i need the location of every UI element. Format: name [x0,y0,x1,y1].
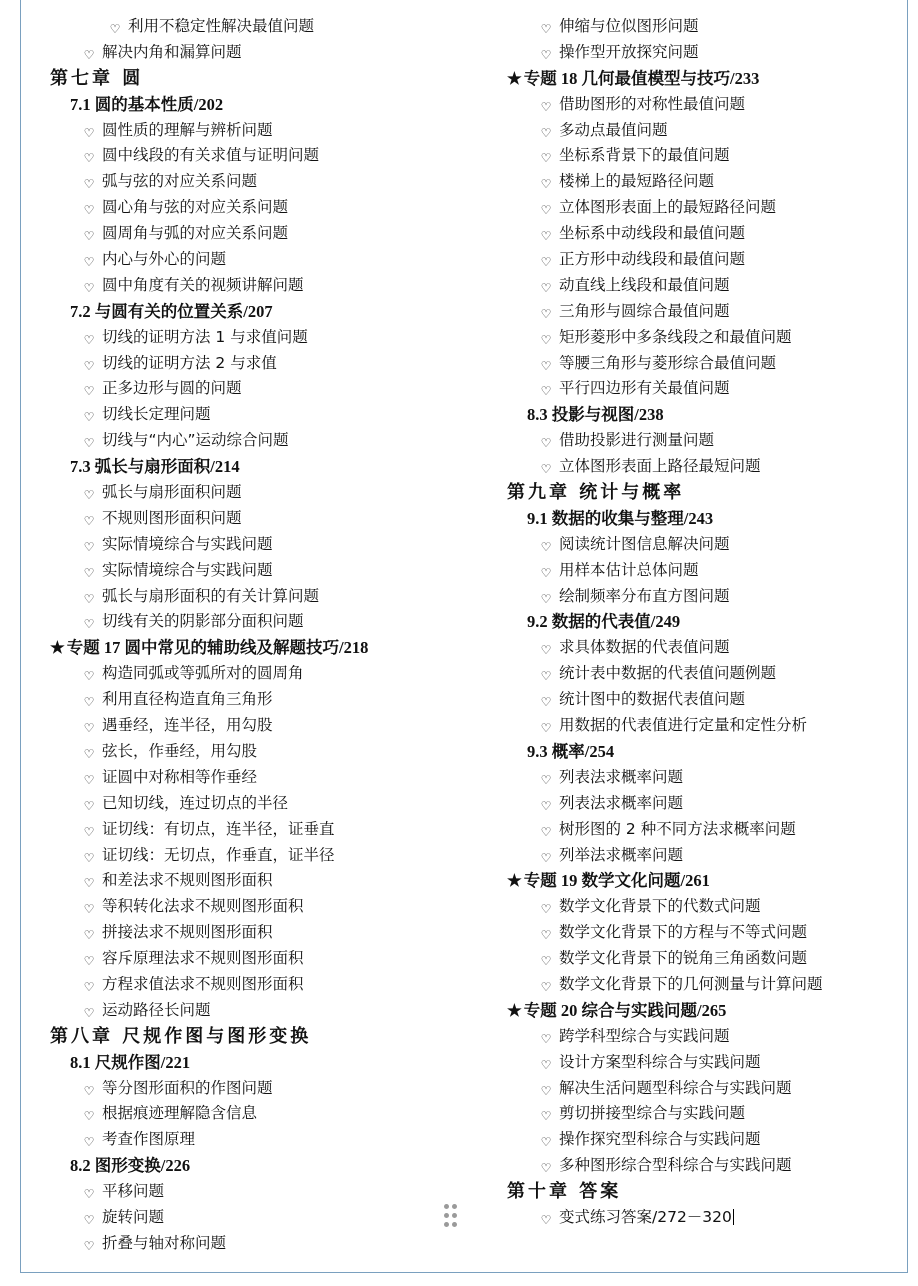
section-title: 7.2 与圆有关的位置关系/207 [70,301,273,321]
section-title: 8.3 投影与视图/238 [527,405,664,425]
toc-item [507,92,918,118]
heart-outline-icon: ♡ [540,1083,552,1098]
chapter-heading [507,480,918,506]
toc-item-label: 切线与“内心”运动综合问题 [102,431,289,450]
heart-outline-icon: ♡ [540,358,552,373]
toc-item [507,325,918,351]
toc-item-label: 圆性质的理解与辨析问题 [102,120,273,139]
page-border-bottom [20,1272,908,1273]
toc-item-label: 平移问题 [102,1182,165,1201]
toc-item [50,14,470,40]
toc-item-label: 树形图的 2 种不同方法求概率问题 [559,819,796,838]
toc-item-label: 构造同弧或等弧所对的圆周角 [102,664,304,683]
toc-item-label: 切线的证明方法 2 与求值 [102,353,277,372]
toc-item [507,169,918,195]
heart-outline-icon: ♡ [83,151,95,166]
heart-outline-icon: ♡ [83,669,95,684]
heart-outline-icon: ♡ [83,979,95,994]
chapter-title: 第八章 尺规作图与图形变换 [50,1025,312,1047]
toc-item [50,713,470,739]
heart-outline-icon: ♡ [540,798,552,813]
toc-item-label: 剪切拼接型综合与实践问题 [559,1104,746,1123]
chapter-title: 第九章 统计与概率 [507,482,685,504]
toc-item-label: 解决生活问题型科综合与实践问题 [559,1078,792,1097]
toc-item [50,843,470,869]
toc-item-label: 弧长与扇形面积的有关计算问题 [102,586,320,605]
special-topic-heading [50,635,470,661]
toc-item [507,635,918,661]
toc-item [507,351,918,377]
toc-item [50,506,470,532]
toc-item [507,454,918,480]
heart-outline-icon: ♡ [83,772,95,787]
chapter-heading [50,66,470,92]
toc-item-label: 列表法求概率问题 [559,793,684,812]
toc-item [507,143,918,169]
heart-outline-icon: ♡ [83,539,95,554]
heart-outline-icon: ♡ [540,539,552,554]
toc-item [507,1127,918,1153]
toc-item [50,169,470,195]
toc-item [507,1205,918,1231]
toc-item [50,765,470,791]
toc-item [50,739,470,765]
heart-outline-icon: ♡ [540,384,552,399]
heart-outline-icon: ♡ [83,125,95,140]
heart-outline-icon: ♡ [83,746,95,761]
toc-item [507,247,918,273]
heart-outline-icon: ♡ [83,591,95,606]
toc-item [50,946,470,972]
toc-item [50,584,470,610]
toc-item-label: 方程求值法求不规则图形面积 [102,974,304,993]
toc-item [50,1179,470,1205]
toc-item-label: 数学文化背景下的代数式问题 [559,897,761,916]
toc-item [50,558,470,584]
toc-item [50,1205,470,1231]
toc-item-label: 正多边形与圆的问题 [102,379,242,398]
heart-outline-icon: ♡ [83,850,95,865]
toc-item-label: 和差法求不规则图形面积 [102,871,273,890]
toc-item [50,402,470,428]
page-border-left [20,0,21,1272]
heart-outline-icon: ♡ [83,824,95,839]
section-title: 8.1 尺规作图/221 [70,1052,191,1072]
toc-item-label: 切线有关的阴影部分面积问题 [102,612,304,631]
section-title: 9.2 数据的代表值/249 [527,612,681,632]
toc-item [507,428,918,454]
heart-outline-icon: ♡ [83,1109,95,1124]
heart-outline-icon: ♡ [540,772,552,787]
heart-outline-icon: ♡ [540,1161,552,1176]
heart-outline-icon: ♡ [83,358,95,373]
heart-outline-icon: ♡ [83,255,95,270]
toc-item-label: 证圆中对称相等作垂经 [102,767,258,786]
toc-item [507,14,918,40]
heart-outline-icon: ♡ [540,591,552,606]
toc-item [50,920,470,946]
heart-outline-icon: ♡ [540,306,552,321]
toc-item-label: 利用不稳定性解决最值问题 [128,17,315,35]
drag-handle-icon[interactable] [444,1204,458,1234]
special-topic-title: 专题 17 圆中常见的辅助线及解题技巧/218 [66,638,369,658]
heart-outline-icon: ♡ [83,280,95,295]
toc-item-label: 遇垂经，连半径，用勾股 [102,716,273,735]
toc-item [507,791,918,817]
toc-item-label: 平行四边形有关最值问题 [559,379,730,398]
heart-outline-icon: ♡ [540,721,552,736]
heart-outline-icon: ♡ [83,1238,95,1253]
toc-item [507,376,918,402]
heart-outline-icon: ♡ [540,669,552,684]
toc-item [50,273,470,299]
toc-item [507,687,918,713]
heart-outline-icon: ♡ [83,565,95,580]
section-heading [50,1153,470,1179]
toc-item [507,1076,918,1102]
heart-outline-icon: ♡ [540,47,552,62]
toc-item-label: 圆中线段的有关求值与证明问题 [102,146,320,165]
toc-item-label: 等积转化法求不规则图形面积 [102,897,304,916]
toc-item-label: 统计图中的数据代表值问题 [559,690,746,709]
chapter-heading [50,1024,470,1050]
heart-outline-icon: ♡ [83,1187,95,1202]
heart-outline-icon: ♡ [83,695,95,710]
toc-item-label: 切线长定理问题 [102,405,211,424]
special-topic-heading [507,868,918,894]
toc-item [50,1127,470,1153]
toc-item [50,687,470,713]
toc-item-label: 统计表中数据的代表值问题例题 [559,664,777,683]
toc-item [507,817,918,843]
toc-item [50,661,470,687]
toc-item [50,817,470,843]
toc-left-column [50,14,470,1257]
toc-item [50,1076,470,1102]
toc-item [507,765,918,791]
toc-item [50,376,470,402]
section-heading [50,299,470,325]
heart-outline-icon: ♡ [540,1031,552,1046]
section-heading [50,454,470,480]
heart-outline-icon: ♡ [83,177,95,192]
black-star-icon: ★ [507,871,522,891]
section-heading [507,739,918,765]
toc-item-label: 正方形中动线段和最值问题 [559,250,746,269]
toc-item-label: 等分图形面积的作图问题 [102,1078,273,1097]
toc-item-label: 变式练习答案/272－320 [559,1207,732,1226]
toc-item-label: 圆周角与弧的对应关系问题 [102,224,289,243]
heart-outline-icon: ♡ [540,332,552,347]
toc-item [507,843,918,869]
toc-item [50,894,470,920]
toc-item-label: 阅读统计图信息解决问题 [559,534,730,553]
heart-outline-icon: ♡ [540,1057,552,1072]
heart-outline-icon: ♡ [83,488,95,503]
toc-item-label: 考查作图原理 [102,1130,196,1149]
heart-outline-icon: ♡ [540,1135,552,1150]
toc-item [507,1101,918,1127]
toc-item-label: 伸缩与位似图形问题 [559,17,699,35]
heart-outline-icon: ♡ [540,1109,552,1124]
heart-outline-icon: ♡ [83,410,95,425]
toc-item-label: 折叠与轴对称问题 [102,1233,227,1252]
toc-item [50,998,470,1024]
toc-item-label: 动直线上线段和最值问题 [559,275,730,294]
toc-item-label: 用样本估计总体问题 [559,560,699,579]
toc-item-label: 利用直径构造直角三角形 [102,690,273,709]
heart-outline-icon: ♡ [540,462,552,477]
section-heading [507,609,918,635]
toc-item-label: 拼接法求不规则图形面积 [102,923,273,942]
toc-item [50,532,470,558]
toc-item [507,558,918,584]
heart-outline-icon: ♡ [540,99,552,114]
toc-item [50,480,470,506]
toc-item-label: 实际情境综合与实践问题 [102,534,273,553]
toc-item [50,247,470,273]
section-title: 7.1 圆的基本性质/202 [70,94,224,114]
section-title: 9.1 数据的收集与整理/243 [527,508,714,528]
toc-item-label: 运动路径长问题 [102,1000,211,1019]
toc-item [507,946,918,972]
toc-right-column [507,14,918,1231]
heart-outline-icon: ♡ [83,513,95,528]
toc-item-label: 切线的证明方法 1 与求值问题 [102,327,308,346]
heart-outline-icon: ♡ [540,565,552,580]
toc-item [50,428,470,454]
toc-item-label: 跨学科型综合与实践问题 [559,1026,730,1045]
toc-item-label: 不规则图形面积问题 [102,508,242,527]
toc-item [507,920,918,946]
toc-item [507,195,918,221]
toc-item-label: 操作探究型科综合与实践问题 [559,1130,761,1149]
heart-outline-icon: ♡ [540,1212,552,1227]
toc-item-label: 圆中角度有关的视频讲解问题 [102,275,304,294]
toc-item [507,584,918,610]
toc-item-label: 借助图形的对称性最值问题 [559,94,746,113]
special-topic-heading [507,998,918,1024]
black-star-icon: ★ [507,68,522,88]
toc-item [50,609,470,635]
heart-outline-icon: ♡ [540,203,552,218]
black-star-icon: ★ [507,1000,522,1020]
toc-item-label: 弧与弦的对应关系问题 [102,172,258,191]
toc-item [507,894,918,920]
toc-item-label: 操作型开放探究问题 [559,42,699,61]
special-topic-title: 专题 19 数学文化问题/261 [523,871,710,891]
toc-item [50,195,470,221]
toc-item [50,143,470,169]
heart-outline-icon: ♡ [83,902,95,917]
heart-outline-icon: ♡ [540,280,552,295]
toc-item-label: 等腰三角形与菱形综合最值问题 [559,353,777,372]
heart-outline-icon: ♡ [540,902,552,917]
toc-item [507,40,918,66]
heart-outline-icon: ♡ [540,125,552,140]
toc-item [507,1024,918,1050]
heart-outline-icon: ♡ [540,151,552,166]
toc-item-label: 证切线：有切点，连半径，证垂直 [102,819,335,838]
toc-item-label: 矩形菱形中多条线段之和最值问题 [559,327,792,346]
toc-item-label: 证切线：无切点，作垂直，证半径 [102,845,335,864]
heart-outline-icon: ♡ [83,876,95,891]
toc-item-label: 多种图形综合型科综合与实践问题 [559,1156,792,1175]
toc-item [50,1101,470,1127]
special-topic-title: 专题 18 几何最值模型与技巧/233 [523,68,760,88]
toc-item-label: 解决内角和漏算问题 [102,42,242,61]
heart-outline-icon: ♡ [83,384,95,399]
chapter-heading [507,1179,918,1205]
toc-item [507,273,918,299]
toc-item [507,532,918,558]
toc-item-label: 根据痕迹理解隐含信息 [102,1104,258,1123]
toc-item-label: 三角形与圆综合最值问题 [559,301,730,320]
toc-item [50,118,470,144]
toc-item [50,325,470,351]
toc-item [507,118,918,144]
toc-item-label: 弦长，作垂经，用勾股 [102,741,258,760]
heart-outline-icon: ♡ [540,824,552,839]
heart-outline-icon: ♡ [83,617,95,632]
heart-outline-icon: ♡ [83,928,95,943]
heart-outline-icon: ♡ [540,954,552,969]
toc-item-label: 实际情境综合与实践问题 [102,560,273,579]
heart-outline-icon: ♡ [83,1135,95,1150]
toc-item [507,1050,918,1076]
toc-item-label: 内心与外心的问题 [102,250,227,269]
black-star-icon: ★ [50,638,65,658]
toc-item-label: 立体图形表面上路径最短问题 [559,457,761,476]
toc-item-label: 列表法求概率问题 [559,767,684,786]
heart-outline-icon: ♡ [109,22,121,36]
heart-outline-icon: ♡ [83,229,95,244]
heart-outline-icon: ♡ [83,1212,95,1227]
heart-outline-icon: ♡ [83,721,95,736]
toc-item-label: 求具体数据的代表值问题 [559,638,730,657]
toc-item [50,351,470,377]
section-heading [507,506,918,532]
toc-item-label: 弧长与扇形面积问题 [102,483,242,502]
toc-item-label: 绘制频率分布直方图问题 [559,586,730,605]
heart-outline-icon: ♡ [540,436,552,451]
heart-outline-icon: ♡ [83,798,95,813]
heart-outline-icon: ♡ [540,979,552,994]
toc-item-label: 数学文化背景下的方程与不等式问题 [559,923,808,942]
toc-item-label: 容斥原理法求不规则图形面积 [102,949,304,968]
heart-outline-icon: ♡ [83,1083,95,1098]
toc-item [50,221,470,247]
toc-item-label: 数学文化背景下的几何测量与计算问题 [559,974,823,993]
toc-item [507,713,918,739]
heart-outline-icon: ♡ [83,954,95,969]
toc-item-label: 列举法求概率问题 [559,845,684,864]
heart-outline-icon: ♡ [540,22,552,36]
toc-item [507,221,918,247]
toc-item-label: 多动点最值问题 [559,120,668,139]
toc-item [50,791,470,817]
heart-outline-icon: ♡ [83,332,95,347]
toc-item-label: 用数据的代表值进行定量和定性分析 [559,716,808,735]
heart-outline-icon: ♡ [83,436,95,451]
toc-item [507,972,918,998]
toc-item-label: 设计方案型科综合与实践问题 [559,1052,761,1071]
heart-outline-icon: ♡ [540,928,552,943]
heart-outline-icon: ♡ [540,255,552,270]
toc-item [50,972,470,998]
text-cursor [733,1209,734,1225]
heart-outline-icon: ♡ [83,203,95,218]
heart-outline-icon: ♡ [540,850,552,865]
toc-item-label: 圆心角与弦的对应关系问题 [102,198,289,217]
section-title: 7.3 弧长与扇形面积/214 [70,457,240,477]
toc-item [507,299,918,325]
toc-item-label: 立体图形表面上的最短路径问题 [559,198,777,217]
toc-item-label: 楼梯上的最短路径问题 [559,172,715,191]
heart-outline-icon: ♡ [83,1005,95,1020]
toc-item-label: 旋转问题 [102,1207,165,1226]
heart-outline-icon: ♡ [540,643,552,658]
section-title: 8.2 图形变换/226 [70,1156,191,1176]
toc-item-label: 借助投影进行测量问题 [559,431,715,450]
section-heading [50,92,470,118]
heart-outline-icon: ♡ [83,47,95,62]
chapter-title: 第七章 圆 [50,67,144,89]
toc-item [50,868,470,894]
section-heading [50,1050,470,1076]
toc-item-label: 坐标系中动线段和最值问题 [559,224,746,243]
section-title: 9.3 概率/254 [527,741,615,761]
toc-item [50,40,470,66]
toc-item [507,1153,918,1179]
toc-item [50,1231,470,1257]
toc-item-label: 数学文化背景下的锐角三角函数问题 [559,949,808,968]
toc-item-label: 已知切线，连过切点的半径 [102,793,289,812]
special-topic-heading [507,66,918,92]
toc-item-label: 坐标系背景下的最值问题 [559,146,730,165]
toc-item [507,661,918,687]
chapter-title: 第十章 答案 [507,1181,622,1203]
special-topic-title: 专题 20 综合与实践问题/265 [523,1000,727,1020]
heart-outline-icon: ♡ [540,229,552,244]
section-heading [507,402,918,428]
heart-outline-icon: ♡ [540,177,552,192]
heart-outline-icon: ♡ [540,695,552,710]
